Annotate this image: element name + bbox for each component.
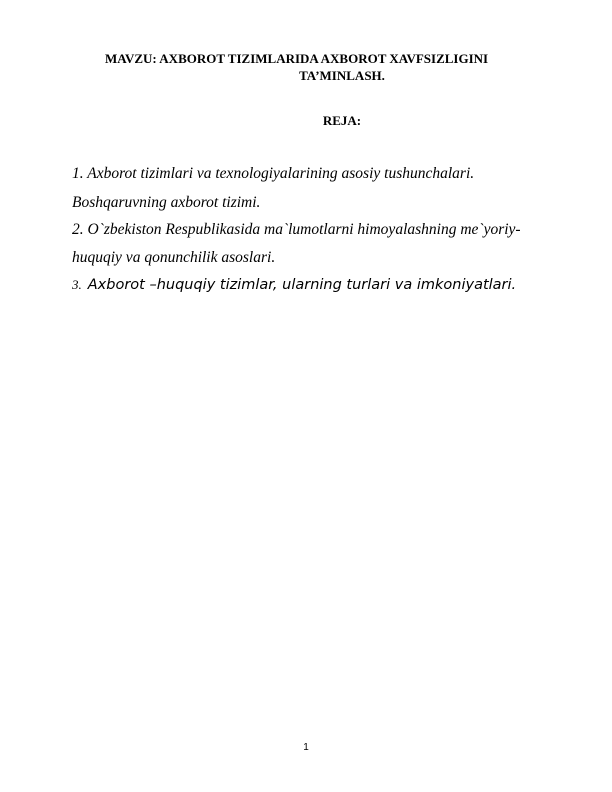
plan-item-2-line-1: 2. O`zbekiston Respublikasida ma`lumotlarni himoyalashning me`yoriy- (72, 221, 521, 238)
plan-item-2-line-2: huquqiy va qonunchilik asoslari. (72, 249, 276, 266)
plan-item-1-line-1: 1. Axborot tizimlari va texnologiyalarining asosiy tushunchalari. (72, 165, 475, 182)
plan-item-1-line-2: Boshqaruvning axborot tizimi. (72, 194, 261, 211)
document-title-line-2: TA’MINLASH. (299, 68, 385, 83)
page-number: 1 (303, 742, 309, 753)
document-title-line-1: MAVZU: AXBOROT TIZIMLARIDA AXBOROT XAVFSIZLIGINI (105, 51, 489, 66)
plan-item-3 (72, 275, 552, 295)
plan-heading: REJA: (322, 113, 362, 128)
plan-item-3-number: 3. (72, 277, 82, 292)
plan-item-3-text: Axborot –huquqiy tizimlar, ularning turlari va imkoniyatlari. (87, 277, 517, 293)
